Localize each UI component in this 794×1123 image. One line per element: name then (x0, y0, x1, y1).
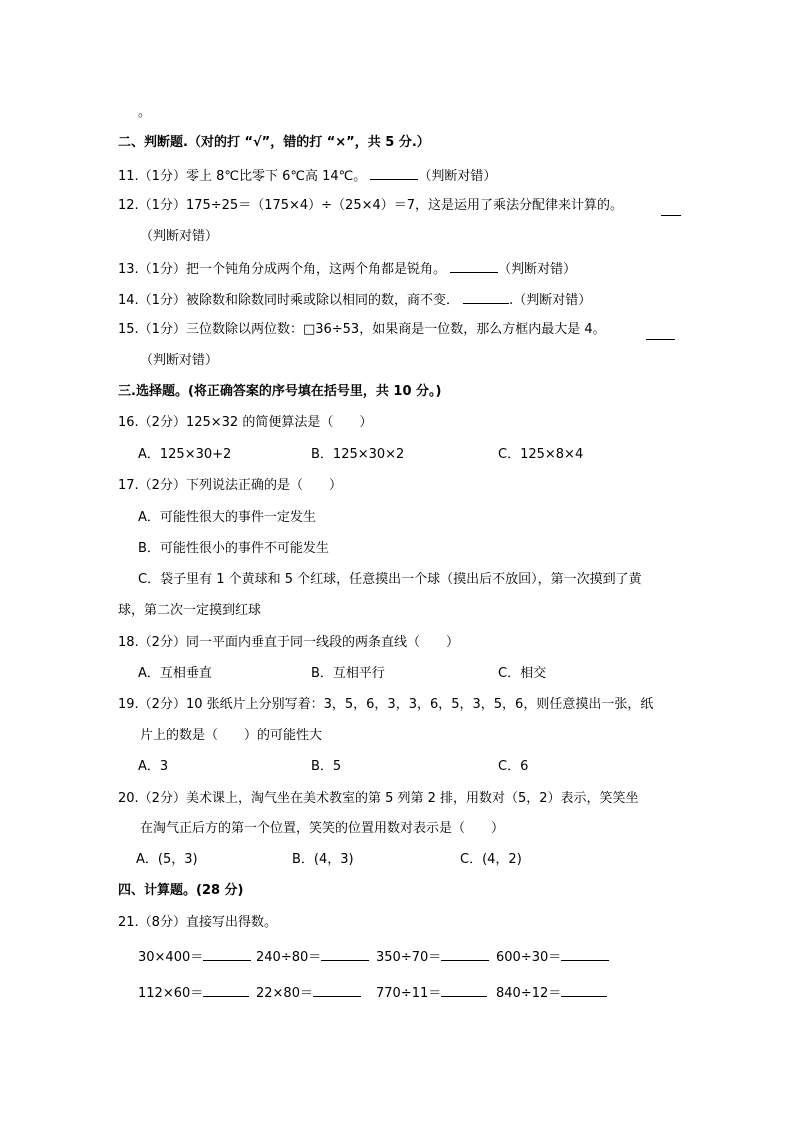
question-15 (118, 321, 606, 339)
question-16: 16.（2分）125×32 的简便算法是（ ） (118, 415, 373, 430)
calc-item (256, 983, 361, 1003)
q14-text: 14.（1分）被除数和除数同时乘或除以相同的数，商不变． (118, 293, 459, 308)
answer-blank[interactable] (463, 290, 509, 304)
option-c: C．袋子里有 1 个黄球和 5 个红球，任意摸出一个球（摸出后不放回），第一次摸到了黄 (138, 572, 642, 587)
answer-blank[interactable] (561, 947, 609, 961)
question-21: 21.（8分）直接写出得数。 (118, 915, 277, 930)
answer-blank[interactable] (441, 983, 487, 997)
calc-item (376, 983, 487, 1003)
option-b: B．5 (311, 759, 342, 774)
answer-blank[interactable] (370, 166, 418, 180)
answer-blank[interactable] (561, 983, 607, 997)
question-20-cont: 在淘气正后方的第一个位置，笑笑的位置用数对表示是（ ） (140, 821, 505, 836)
option-b: B．互相平行 (311, 666, 385, 681)
q12-text: 12.（1分）175÷25＝（175×4）÷（25×4）＝7，这是运用了乘法分配律来计算的。 (118, 198, 624, 213)
q11-text: 11.（1分）零上 8℃比零下 6℃高 14℃。 (118, 169, 367, 184)
calc-item (376, 947, 489, 967)
option-a: A．(5，3) (136, 852, 198, 867)
answer-blank[interactable] (203, 983, 249, 997)
answer-blank[interactable] (450, 259, 498, 273)
question-19-cont: 片上的数是（ ）的可能性大 (140, 728, 323, 743)
q15-text: 15.（1分）三位数除以两位数：□36÷53，如果商是一位数，那么方框内最大是 4。 (118, 322, 606, 337)
calc-item (496, 983, 607, 1003)
question-19: 19.（2分）10 张纸片上分别写着：3，5，6，3，3，6，5，3，5，6，则任意摸出一张，纸 (118, 697, 654, 712)
question-12 (118, 197, 623, 215)
q12-tail: （判断对错） (140, 229, 219, 244)
option-c: C．6 (498, 759, 529, 774)
answer-blank[interactable] (441, 947, 489, 961)
answer-blank[interactable] (203, 947, 251, 961)
calc-item (256, 947, 369, 967)
answer-blank[interactable] (661, 202, 681, 216)
question-20: 20.（2分）美术课上，淘气坐在美术教室的第 5 列第 2 排，用数对（5，2）表示，笑笑坐 (118, 791, 639, 806)
answer-blank[interactable] (313, 983, 361, 997)
section-4-heading: 四、计算题。(28 分) (118, 883, 244, 898)
question-14 (118, 290, 591, 310)
option-b: B．(4，3) (292, 852, 354, 867)
calc-item (496, 947, 609, 967)
option-b: B．可能性很小的事件不可能发生 (138, 541, 329, 556)
q15-tail: （判断对错） (140, 353, 219, 368)
question-13 (118, 259, 576, 279)
question-17: 17.（2分）下列说法正确的是（ ） (118, 478, 342, 493)
option-a: A．125×30+2 (138, 447, 232, 462)
answer-blank[interactable] (321, 947, 369, 961)
q13-text: 13.（1分）把一个钝角分成两个角，这两个角都是锐角。 (118, 262, 446, 277)
option-c: C．(4，2) (460, 852, 522, 867)
option-c: C．125×8×4 (498, 447, 584, 462)
calc-expr: 350÷70＝ (376, 950, 442, 965)
calc-item (138, 947, 251, 967)
option-b: B．125×30×2 (311, 447, 405, 462)
option-c-cont: 球，第二次一定摸到红球 (118, 603, 262, 618)
calc-expr: 770÷11＝ (376, 986, 442, 1001)
option-a: A．可能性很大的事件一定发生 (138, 510, 316, 525)
calc-expr: 840÷12＝ (496, 986, 562, 1001)
calc-item (138, 983, 249, 1003)
calc-expr: 600÷30＝ (496, 950, 562, 965)
option-a: A．3 (138, 759, 169, 774)
question-18: 18.（2分）同一平面内垂直于同一线段的两条直线（ ） (118, 635, 459, 650)
answer-blank[interactable] (646, 326, 675, 340)
option-a: A．互相垂直 (138, 666, 212, 681)
calc-expr: 112×60＝ (138, 986, 204, 1001)
section-3-heading: 三.选择题。(将正确答案的序号填在括号里，共 10 分。) (118, 384, 442, 399)
calc-expr: 240÷80＝ (256, 950, 322, 965)
calc-expr: 30×400＝ (138, 950, 204, 965)
section-2-heading: 二、判断题.（对的打 “√”，错的打 “×”，共 5 分.） (118, 135, 430, 150)
question-11 (118, 166, 496, 186)
q13-tail: （判断对错） (498, 262, 577, 277)
prev-end: 。 (138, 105, 152, 120)
calc-expr: 22×80＝ (256, 986, 313, 1001)
q11-tail: （判断对错） (418, 169, 497, 184)
q14-tail: .（判断对错） (509, 293, 592, 308)
option-c: C．相交 (498, 666, 547, 681)
